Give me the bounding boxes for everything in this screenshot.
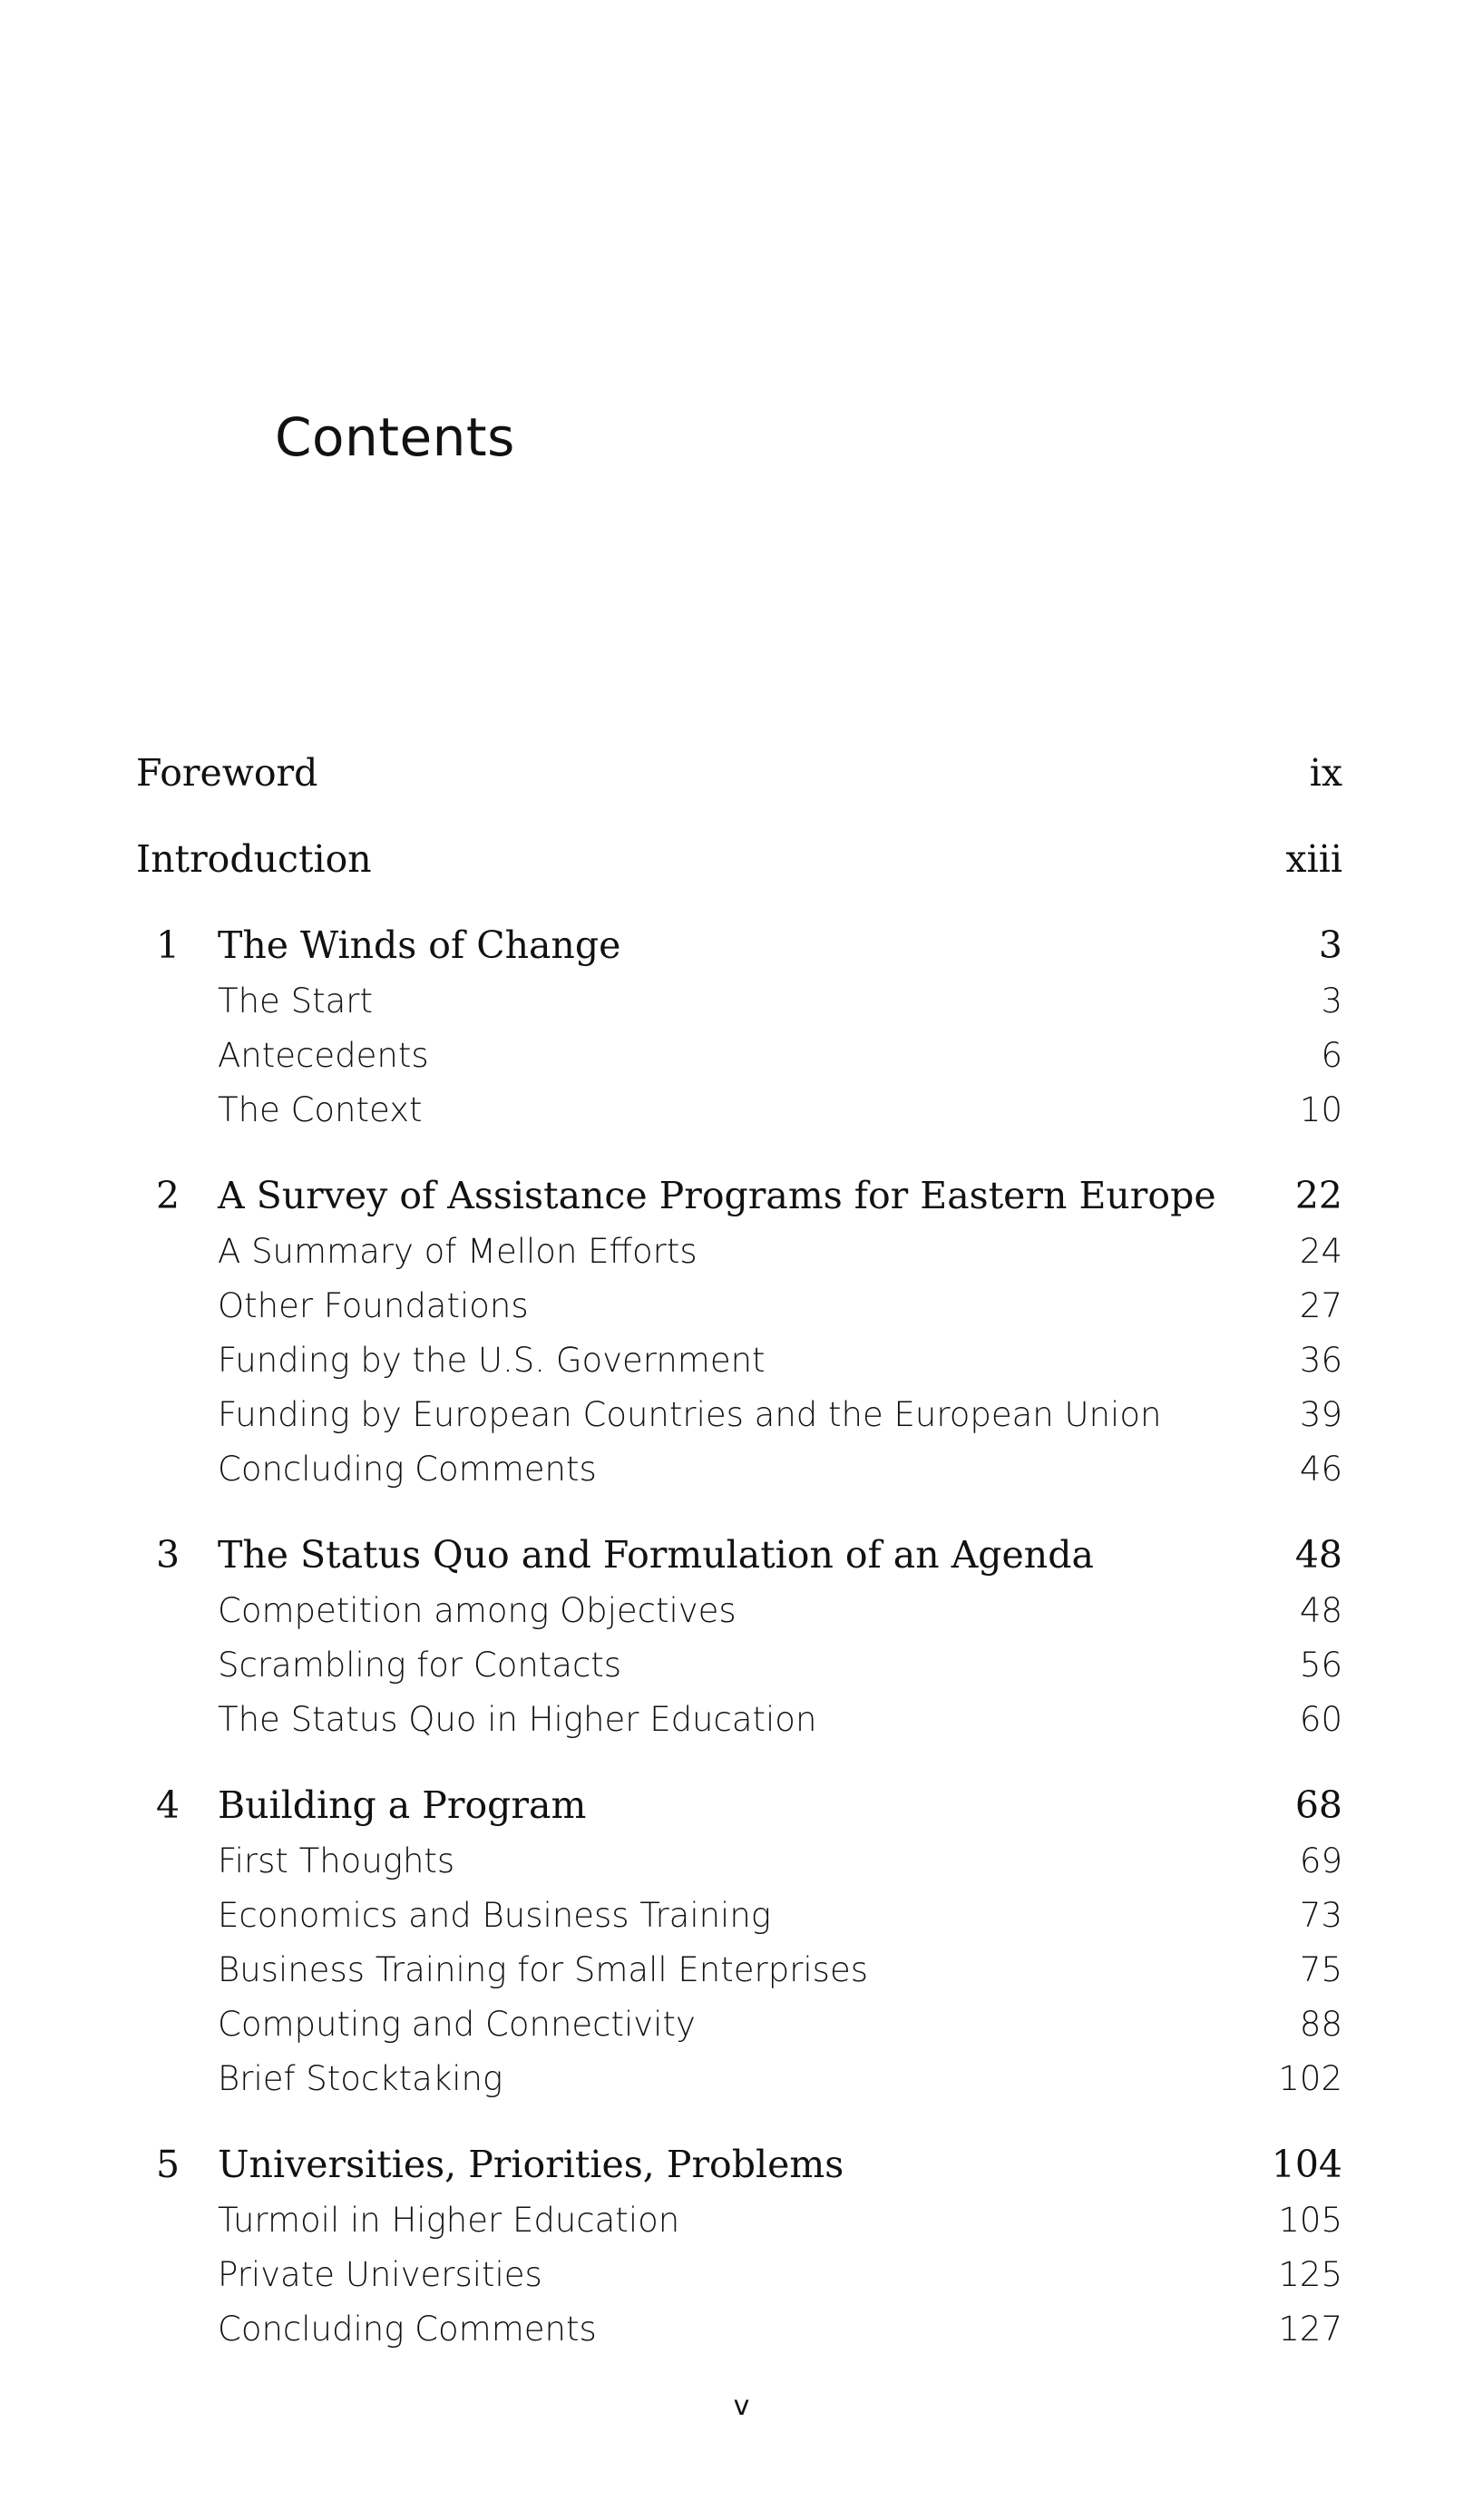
section-label: Concluding Comments (218, 2310, 597, 2349)
toc-entry-page: xiii (1285, 837, 1342, 881)
section-entry[interactable] (136, 1450, 1342, 1504)
chapter-heading[interactable] (136, 1783, 1342, 1841)
chapter-number: 5 (156, 2143, 180, 2186)
section-entry[interactable] (136, 2059, 1342, 2114)
section-label: Concluding Comments (218, 1450, 597, 1489)
section-label: The Context (218, 1090, 423, 1129)
chapter-page: 68 (1294, 1783, 1342, 1827)
section-label: Brief Stocktaking (218, 2059, 503, 2098)
section-label: Economics and Business Training (218, 1896, 771, 1935)
section-page: 69 (1299, 1841, 1342, 1880)
section-label: The Start (218, 982, 373, 1021)
section-entry[interactable] (136, 1341, 1342, 1395)
toc-entry-foreword[interactable] (136, 751, 1342, 837)
section-label: Competition among Objectives (218, 1591, 737, 1630)
section-label: Funding by European Countries and the European Union (218, 1395, 1162, 1434)
section-entry[interactable] (136, 2005, 1342, 2059)
chapter-number: 1 (156, 923, 180, 967)
toc-entry-introduction[interactable] (136, 837, 1342, 923)
section-label: Computing and Connectivity (218, 2005, 696, 2044)
section-page: 3 (1321, 982, 1342, 1021)
section-page: 105 (1278, 2201, 1342, 2240)
section-page: 36 (1299, 1341, 1342, 1380)
chapter-title: Building a Program (218, 1783, 587, 1827)
chapter-page: 48 (1294, 1533, 1342, 1577)
section-label: A Summary of Mellon Efforts (218, 1232, 698, 1271)
chapter-heading[interactable] (136, 2143, 1342, 2201)
section-entry[interactable] (136, 1950, 1342, 2005)
section-entry[interactable] (136, 982, 1342, 1036)
section-page: 56 (1299, 1646, 1342, 1685)
section-page: 48 (1299, 1591, 1342, 1630)
section-label: Private Universities (218, 2255, 542, 2294)
chapter-page: 22 (1294, 1174, 1342, 1217)
toc-entry-page: ix (1309, 751, 1342, 795)
section-page: 60 (1299, 1700, 1342, 1739)
section-entry[interactable] (136, 1700, 1342, 1754)
table-of-contents (136, 751, 1342, 2393)
section-entry[interactable] (136, 1646, 1342, 1700)
section-page: 39 (1299, 1395, 1342, 1434)
chapter-block-5 (136, 2143, 1342, 2364)
chapter-heading[interactable] (136, 1174, 1342, 1232)
chapter-block-2 (136, 1174, 1342, 1504)
section-page: 46 (1299, 1450, 1342, 1489)
chapter-heading[interactable] (136, 923, 1342, 982)
section-entry[interactable] (136, 1591, 1342, 1646)
section-page: 102 (1278, 2059, 1342, 2098)
section-label: Funding by the U.S. Government (218, 1341, 766, 1380)
section-label: Business Training for Small Enterprises (218, 1950, 869, 1989)
chapter-number: 2 (156, 1174, 180, 1217)
section-label: Other Foundations (218, 1286, 529, 1325)
section-entry[interactable] (136, 1841, 1342, 1896)
section-entry[interactable] (136, 1896, 1342, 1950)
page-number: v (733, 2390, 750, 2422)
section-entry[interactable] (136, 2201, 1342, 2255)
chapter-title: The Status Quo and Formulation of an Agenda (218, 1533, 1094, 1577)
toc-entry-label: Foreword (136, 751, 318, 795)
section-label: First Thoughts (218, 1841, 455, 1880)
section-page: 24 (1299, 1232, 1342, 1271)
section-entry[interactable] (136, 1395, 1342, 1450)
section-label: Scrambling for Contacts (218, 1646, 622, 1685)
section-entry[interactable] (136, 1286, 1342, 1341)
page-title: Contents (275, 406, 515, 468)
chapter-title: Universities, Priorities, Problems (218, 2143, 844, 2186)
section-page: 27 (1299, 1286, 1342, 1325)
chapter-title: A Survey of Assistance Programs for Eastern Europe (218, 1174, 1216, 1217)
section-label: Antecedents (218, 1036, 429, 1075)
section-entry[interactable] (136, 2255, 1342, 2310)
chapter-page: 3 (1318, 923, 1342, 967)
section-entry[interactable] (136, 1090, 1342, 1145)
section-label: Turmoil in Higher Education (218, 2201, 680, 2240)
section-page: 10 (1299, 1090, 1342, 1129)
section-entry[interactable] (136, 1036, 1342, 1090)
chapter-block-1 (136, 923, 1342, 1145)
section-page: 88 (1299, 2005, 1342, 2044)
toc-entry-label: Introduction (136, 837, 372, 881)
section-page: 125 (1278, 2255, 1342, 2294)
section-entry[interactable] (136, 2310, 1342, 2364)
chapter-title: The Winds of Change (218, 923, 621, 967)
chapter-block-4 (136, 1783, 1342, 2114)
chapter-number: 4 (156, 1783, 180, 1827)
chapter-block-3 (136, 1533, 1342, 1754)
section-label: The Status Quo in Higher Education (218, 1700, 817, 1739)
section-entry[interactable] (136, 1232, 1342, 1286)
section-page: 73 (1299, 1896, 1342, 1935)
chapter-page: 104 (1271, 2143, 1342, 2186)
section-page: 75 (1299, 1950, 1342, 1989)
chapter-heading[interactable] (136, 1533, 1342, 1591)
section-page: 6 (1321, 1036, 1342, 1075)
section-page: 127 (1278, 2310, 1342, 2349)
chapter-number: 3 (156, 1533, 180, 1577)
